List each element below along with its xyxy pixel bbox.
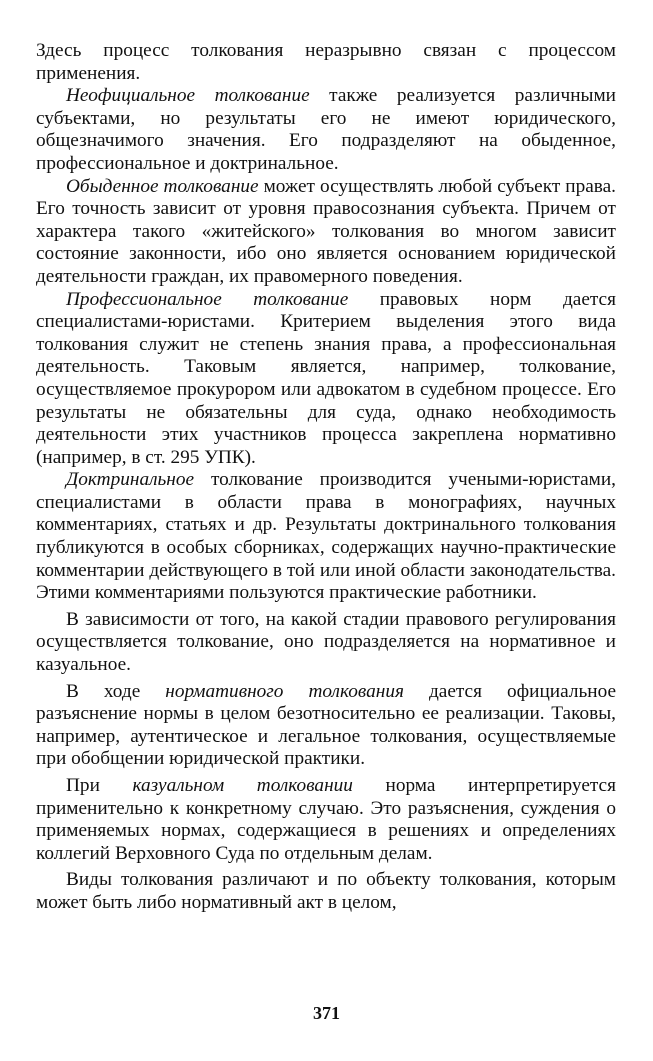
term-italic: нормативного толкования: [165, 680, 404, 702]
text-span: также реализуется различными субъектами, но результаты его не имеют юридического, общезначимого значения. Его подразделяют на обыденное, профессиональное и доктринальное.: [36, 85, 616, 174]
text-span: дается официальное разъяснение нормы в целом безотносительно ее реализации. Таковы, например, аутентическое и легальное толкования, осуществляемые при обобщении юридической практики.: [36, 680, 617, 770]
term-italic: Обыденное толкование: [66, 175, 259, 197]
text-span: норма интерпретируется применительно к конкретному случаю. Это разъяснения, суждения о применяемых нормах, содержащиеся в решениях и определениях коллегий Верховного Суда по отдельным делам.: [36, 775, 616, 864]
page-number: 371: [313, 1003, 340, 1023]
text-span: При: [66, 775, 133, 796]
text-span: толкование производится учеными-юристами, специалистами в области права в монографиях, научных комментариях, статьях и др. Результаты доктринального толкования публикуются в особых сборниках, содержащих научно-практические комментарии действующего в той или иной области законодательства. Этими комментариями пользуются практические работники.: [36, 469, 616, 604]
paragraph-8: [36, 775, 616, 865]
text-span: правовых норм дается специалистами-юристами. Критерием выделения этого вида толкования служит не степень знания права, а профессиональная деятельность. Таковым является, например, толкование, осуществляемое прокурором или адвокатом в судебном процессе. Его результаты не обязательны для суда, однако необходимость деятельности этих участников процесса закреплена нормативно (например, в ст. 295 УПК).: [36, 288, 616, 468]
term-italic: Доктринальное: [66, 469, 195, 491]
text-span: Виды толкования различают и по объекту толкования, которым может быть либо нормативный акт в целом,: [36, 869, 616, 913]
book-page-text: [36, 40, 616, 915]
text-span: может осуществлять любой субъект права. Его точность зависит от уровня правосознания субъекта. Причем от характера такого «житейского» толкования во многом зависит состояние законности, ибо оно является основанием юридической деятельности граждан, их правомерного поведения.: [36, 175, 616, 287]
paragraph-2: [36, 85, 616, 175]
paragraph-1: [36, 40, 616, 85]
text-span: Здесь процесс толкования неразрывно связан с процессом применения.: [36, 40, 616, 84]
text-span: В ходе: [66, 680, 166, 702]
paragraph-9: [36, 869, 616, 914]
paragraph-6: [36, 609, 616, 677]
paragraph-7: [36, 681, 616, 771]
text-span: В зависимости от того, на какой стадии правового регулирования осуществляется толкование, оно подразделяется на нормативное и казуальное.: [36, 608, 616, 676]
paragraph-5: [36, 469, 616, 605]
term-italic: казуальном толковании: [132, 775, 353, 796]
paragraph-4: [36, 289, 616, 470]
term-italic: Профессиональное толкование: [66, 288, 349, 310]
term-italic: Неофициальное толкование: [66, 85, 310, 107]
paragraph-3: [36, 176, 616, 289]
